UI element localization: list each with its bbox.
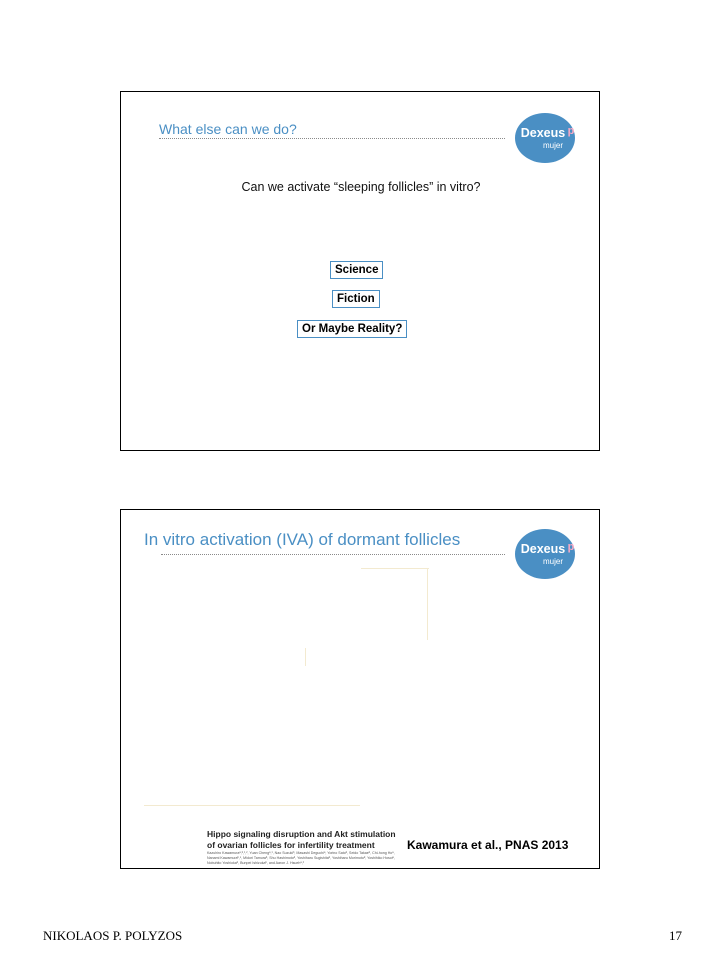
paper-title: Hippo signaling disruption and Akt stimulation of ovarian follicles for infertility treatment [207,829,396,850]
title-divider [159,138,505,139]
faint-figure-edge [427,568,428,640]
option-science: Science [330,261,383,279]
footer-author: NIKOLAOS P. POLYZOS [43,928,183,943]
svg-text:Dexeus: Dexeus [520,126,566,140]
slide-title: In vitro activation (IVA) of dormant follicles [144,530,461,549]
faint-figure-edge [305,648,306,666]
option-reality: Or Maybe Reality? [297,320,407,338]
dexeus-logo [515,112,577,164]
citation: Kawamura et al., PNAS 2013 [407,838,569,852]
svg-text:mujer: mujer [542,557,564,566]
option-fiction: Fiction [332,290,380,308]
title-divider [161,554,505,555]
faint-figure-edge [361,568,429,569]
slide-1 [120,91,600,451]
faint-figure-edge [144,805,360,806]
slide-title: What else can we do? [159,121,297,137]
slide-2 [120,509,600,869]
svg-text:mujer: mujer [542,141,564,150]
svg-text:p: p [567,541,575,553]
svg-text:p: p [567,125,575,137]
paper-authors: Kazuhiro Kawamuraᵃ,ᵇ,¹,², Yuan Chengᵃ,¹, Nao Suzukiᵇ, Masashi Deguchiᵃ, Yorino Satoᵇ, Seido Takaeᵇ, Chi-hong Hoᵃ, Nanami Kawamuraᵇ,ᶜ, Midori Tamuraᵇ, Shu Hashimotoᵈ, Yoshiharu Sugishitaᵇ, Yoshiharu Morimotoᵈ, Yoshihiko Hosoiᵉ, Nobuhito Yoshiokaᵇ, Bunpei Ishizukaᵇ, and Aaron J. Hsuehᵃ,² [207,851,395,865]
page-number: 17 [669,928,682,943]
svg-text:Dexeus: Dexeus [520,542,566,556]
dexeus-logo [515,528,577,580]
question-text: Can we activate “sleeping follicles” in vitro? [241,180,481,194]
